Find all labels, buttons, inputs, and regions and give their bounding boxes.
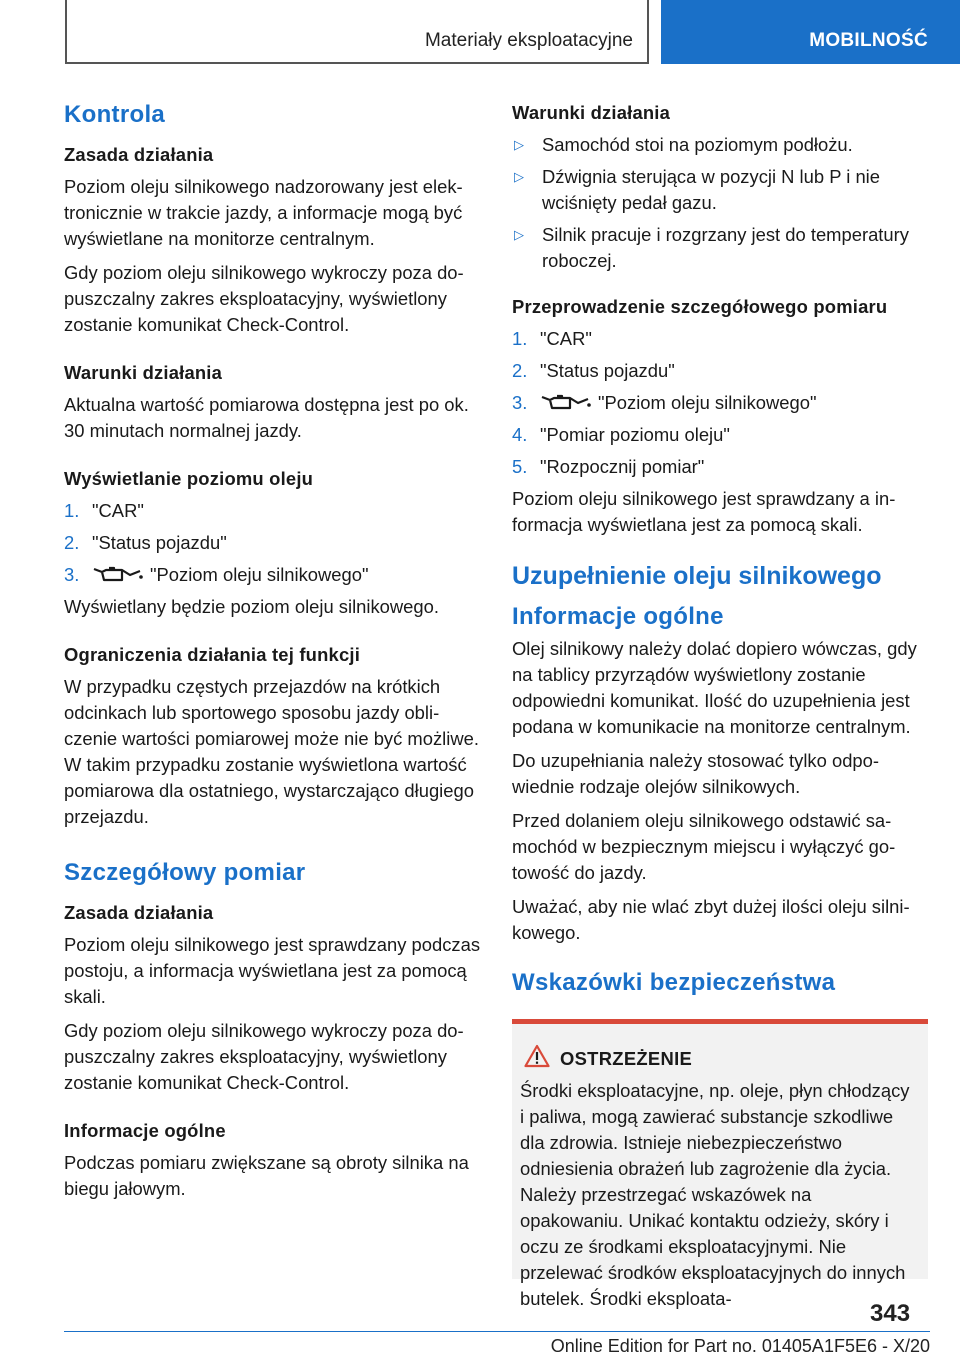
- paragraph: Gdy poziom oleju silnikowego wykroczy poza dopuszczalny zakres eksploatacyjny, wyświetlony zostanie komunikat Check-Control.: [64, 1020, 464, 1093]
- list-item: 3. "Poziom oleju silnikowego": [64, 564, 369, 585]
- heading-informacje-ogolne-2: Informacje ogólne: [512, 603, 724, 630]
- oil-can-icon: [540, 393, 592, 411]
- left-column: [64, 100, 484, 1210]
- page-header: [0, 0, 960, 70]
- paragraph: Olej silnikowy należy dolać dopiero wówczas, gdy na tablicy przyrządów wyświetlony zostanie odpowiedni komunikat. Ilość do uzupełnienia jest podana w komunikacie na monitorze centralnym.: [512, 638, 917, 737]
- oil-can-icon: [92, 565, 144, 583]
- header-section-tab: [661, 0, 960, 64]
- paragraph: Uważać, aby nie wlać zbyt dużej ilości oleju silnikowego.: [512, 896, 910, 943]
- heading-zasada-dzialania-2: Zasada działania: [64, 902, 214, 923]
- header-title-box: [65, 0, 649, 64]
- list-item: 1. "CAR": [512, 328, 592, 349]
- footer-edition: Online Edition for Part no. 01405A1F5E6 - X/20: [550, 1336, 930, 1356]
- heading-przeprowadzenie-pomiaru: Przeprowadzenie szczegółowego pomiaru: [512, 296, 888, 317]
- triangle-bullet-icon: ▷: [514, 137, 524, 152]
- footer-divider: [64, 1331, 930, 1332]
- conditions-list: [512, 132, 930, 274]
- header-section-label: MOBILNOŚĆ: [809, 30, 928, 51]
- heading-kontrola: Kontrola: [64, 101, 166, 128]
- paragraph: Przed dolaniem oleju silnikowego odstawić samochód w bezpiecznym miejscu i wyłączyć gotowość do jazdy.: [512, 810, 896, 883]
- heading-ograniczenia: Ograniczenia działania tej funkcji: [64, 644, 361, 665]
- paragraph: Podczas pomiaru zwiększane są obroty silnika na biegu jałowym.: [64, 1152, 469, 1199]
- list-item: ▷ Silnik pracuje i rozgrzany jest do temperatury roboczej.: [514, 224, 909, 271]
- heading-warunki-dzialania-2: Warunki działania: [512, 102, 671, 123]
- list-item: 2. "Status pojazdu": [512, 360, 675, 381]
- list-item: 4. "Pomiar poziomu oleju": [512, 424, 730, 445]
- triangle-bullet-icon: ▷: [514, 227, 524, 242]
- paragraph: Wyświetlany będzie poziom oleju silnikowego.: [64, 596, 439, 617]
- paragraph: Poziom oleju silnikowego jest sprawdzany podczas postoju, a informacja wyświetlana jest za pomocą skali.: [64, 934, 481, 1007]
- triangle-bullet-icon: ▷: [514, 169, 524, 184]
- heading-wyswietlanie-poziomu: Wyświetlanie poziomu oleju: [64, 468, 314, 489]
- steps-list: [512, 326, 930, 480]
- page-number: 343: [870, 1300, 911, 1327]
- list-item: 3. "Poziom oleju silnikowego": [512, 392, 817, 413]
- header-title: Materiały eksploatacyjne: [424, 30, 633, 51]
- list-item: 2. "Status pojazdu": [64, 532, 227, 553]
- list-item: 5. "Rozpocznij pomiar": [512, 456, 705, 477]
- right-column: [512, 100, 930, 1010]
- heading-wskazowki-bezpieczenstwa: Wskazówki bezpieczeństwa: [512, 969, 836, 996]
- paragraph: Poziom oleju silnikowego jest sprawdzany a informacja wyświetlana jest za pomocą skali.: [512, 488, 896, 535]
- heading-informacje-ogolne: Informacje ogólne: [64, 1120, 226, 1141]
- heading-warunki-dzialania: Warunki działania: [64, 362, 223, 383]
- warning-triangle-icon: [524, 1044, 550, 1068]
- paragraph: Aktualna wartość pomiarowa dostępna jest po ok. 30 minutach normalnej jazdy.: [64, 394, 469, 441]
- paragraph: W przypadku częstych przejazdów na krótkich odcinkach lub sportowego sposobu jazdy obliczenie wartości pomiarowej może nie być możliwe. W takim przypadku zostanie wyświetlona wartość pomiarowa dla ostatniego, wystarczająco długiego przejazdu.: [64, 676, 479, 827]
- paragraph: Poziom oleju silnikowego nadzorowany jest elektronicznie w trakcie jazdy, a informacje mogą być wyświetlane na monitorze centralnym.: [64, 176, 463, 249]
- list-item: ▷ Dźwignia sterująca w pozycji N lub P i nie wciśnięty pedał gazu.: [514, 166, 880, 213]
- paragraph: Gdy poziom oleju silnikowego wykroczy poza dopuszczalny zakres eksploatacyjny, wyświetlony zostanie komunikat Check-Control.: [64, 262, 464, 335]
- heading-zasada-dzialania: Zasada działania: [64, 144, 214, 165]
- steps-list: [64, 498, 484, 588]
- warning-box: [512, 1019, 928, 1309]
- warning-text: Środki eksploatacyjne, np. oleje, płyn chłodzący i paliwa, mogą zawierać substancje szkodliwe dla zdrowia. Istnieje niebezpieczeństwo odniesienia obrażeń lub zagrożenie dla życia. Należy przestrzegać wskazówek na opakowaniu. Unikać kontaktu odzieży, skóry i oczu ze środkami eksploatacyjnymi. Nie przelewać środków eksploatacyjnych do innych butelek. Środki eksploata-: [520, 1080, 910, 1309]
- warning-title: OSTRZEŻENIE: [560, 1046, 918, 1072]
- list-item: 1. "CAR": [64, 500, 144, 521]
- paragraph: Do uzupełniania należy stosować tylko odpowiednie rodzaje olejów silnikowych.: [512, 750, 880, 797]
- heading-uzupelnienie-oleju: Uzupełnienie oleju silnikowego: [512, 562, 882, 590]
- heading-szczegolowy-pomiar: Szczegółowy pomiar: [64, 859, 306, 886]
- list-item: ▷ Samochód stoi na poziomym podłożu.: [512, 132, 930, 158]
